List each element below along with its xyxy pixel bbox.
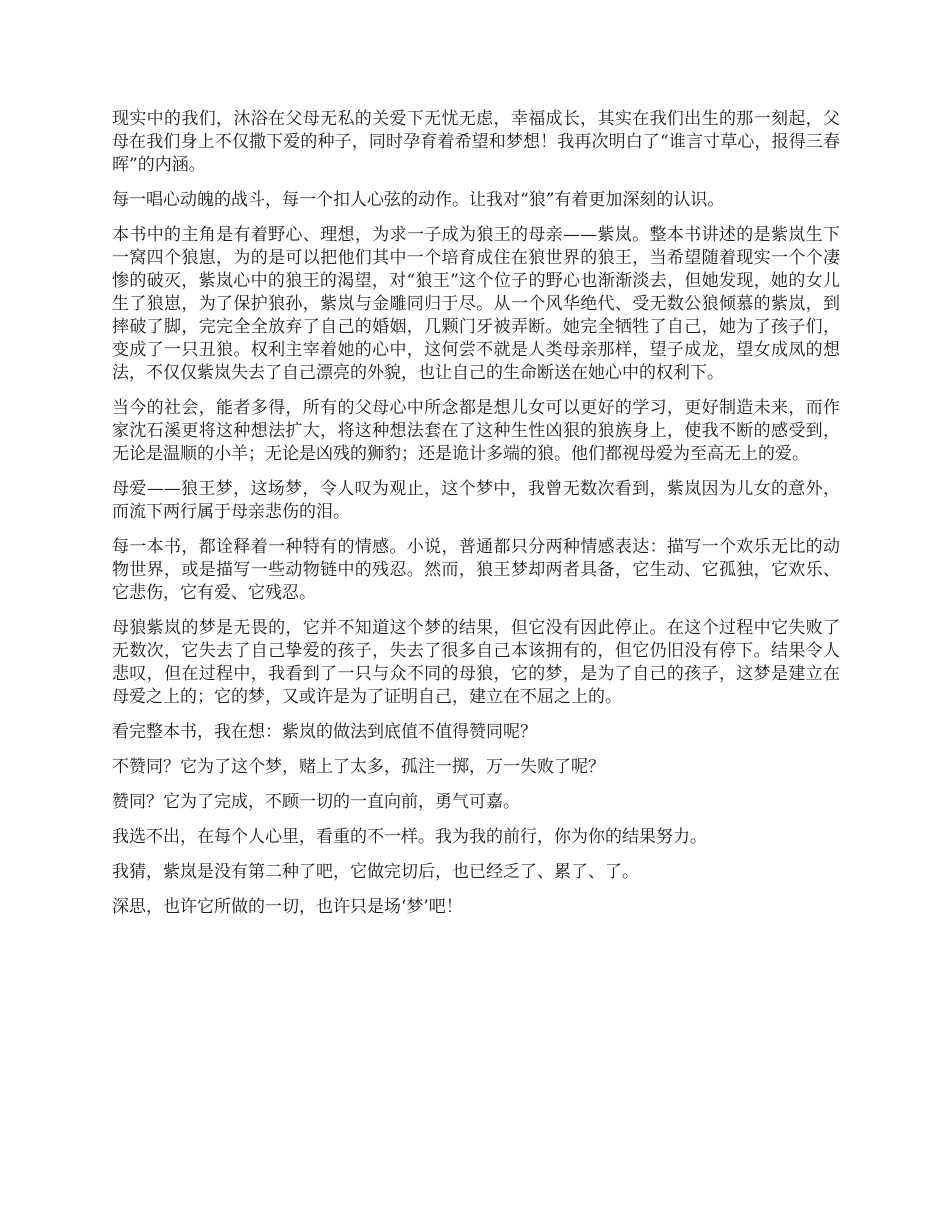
paragraph: 母狼紫岚的梦是无畏的，它并不知道这个梦的结果，但它没有因此停止。在这个过程中它失败了无数次，它失去了自己挚爱的孩子，失去了很多自己本该拥有的，但它仍旧没有停下。结果令人悲叹，但在过程中，我看到了一只与众不同的母狼，它的梦，是为了自己的孩子，这梦是建立在母爱之上的；它的梦，又或许是为了证明自己，建立在不屈之上的。 bbox=[112, 618, 840, 707]
paragraph: 我猜，紫岚是没有第二种了吧，它做完切后，也已经乏了、累了、了。 bbox=[112, 862, 639, 882]
paragraph: 深思，也许它所做的一切，也许只是场‘梦’吧！ bbox=[112, 897, 463, 917]
paragraph: 现实中的我们，沐浴在父母无私的关爱下无忧无虑，幸福成长，其实在我们出生的那一刻起，父母在我们身上不仅撒下爱的种子，同时孕育着希望和梦想！我再次明白了“谁言寸草心，报得三春晖”的内涵。 bbox=[112, 109, 840, 175]
paragraph: 每一唱心动魄的战斗，每一个扣人心弦的动作。让我对“狼”有着更加深刻的认识。 bbox=[112, 190, 725, 210]
paragraph: 我选不出，在每个人心里，看重的不一样。我为我的前行，你为你的结果努力。 bbox=[112, 827, 707, 847]
paragraph: 每一本书，都诠释着一种特有的情感。小说，普通都只分两种情感表达：描写一个欢乐无比的动物世界，或是描写一些动物链中的残忍。然而，狼王梦却两者具备，它生动、它孤独，它欢乐、它悲伤，它有爱、它残忍。 bbox=[112, 537, 840, 603]
paragraph: 不赞同？它为了这个梦，赌上了太多，孤注一掷，万一失败了呢？ bbox=[112, 757, 605, 777]
paragraph: 赞同？它为了完成，不顾一切的一直向前，勇气可嘉。 bbox=[112, 792, 520, 812]
paragraph: 本书中的主角是有着野心、理想，为求一子成为狼王的母亲——紫岚。整本书讲述的是紫岚生下一窝四个狼崽，为的是可以把他们其中一个培育成住在狼世界的狼王，当希望随着现实一个个凄惨的破灭，紫岚心中的狼王的渴望，对“狼王”这个位子的野心也渐渐淡去，但她发现，她的女儿生了狼崽，为了保护狼孙，紫岚与金雕同归于尽。从一个风华绝代、受无数公狼倾慕的紫岚，到摔破了脚，完完全全放弃了自己的婚姻，几颗门牙被弄断。她完全牺牲了自己，她为了孩子们，变成了一只丑狼。权利主宰着她的心中，这何尝不就是人类母亲那样，望子成龙，望女成凤的想法，不仅仅紫岚失去了自己漂亮的外貌，也让自己的生命断送在她心中的权利下。 bbox=[112, 225, 840, 383]
paragraph: 当今的社会，能者多得，所有的父母心中所念都是想儿女可以更好的学习，更好制造未来，而作家沈石溪更将这种想法扩大，将这种想法套在了这种生性凶狠的狼族身上，使我不断的感受到，无论是温顺的小羊；无论是凶残的狮豹；还是诡计多端的狼。他们都视母爱为至高无上的爱。 bbox=[112, 398, 840, 464]
paragraph: 看完整本书，我在想：紫岚的做法到底值不值得赞同呢？ bbox=[112, 722, 537, 742]
document-body bbox=[112, 108, 840, 931]
paragraph: 母爱——狼王梦，这场梦，令人叹为观止，这个梦中，我曾无数次看到，紫岚因为儿女的意外，而流下两行属于母亲悲伤的泪。 bbox=[112, 479, 840, 522]
